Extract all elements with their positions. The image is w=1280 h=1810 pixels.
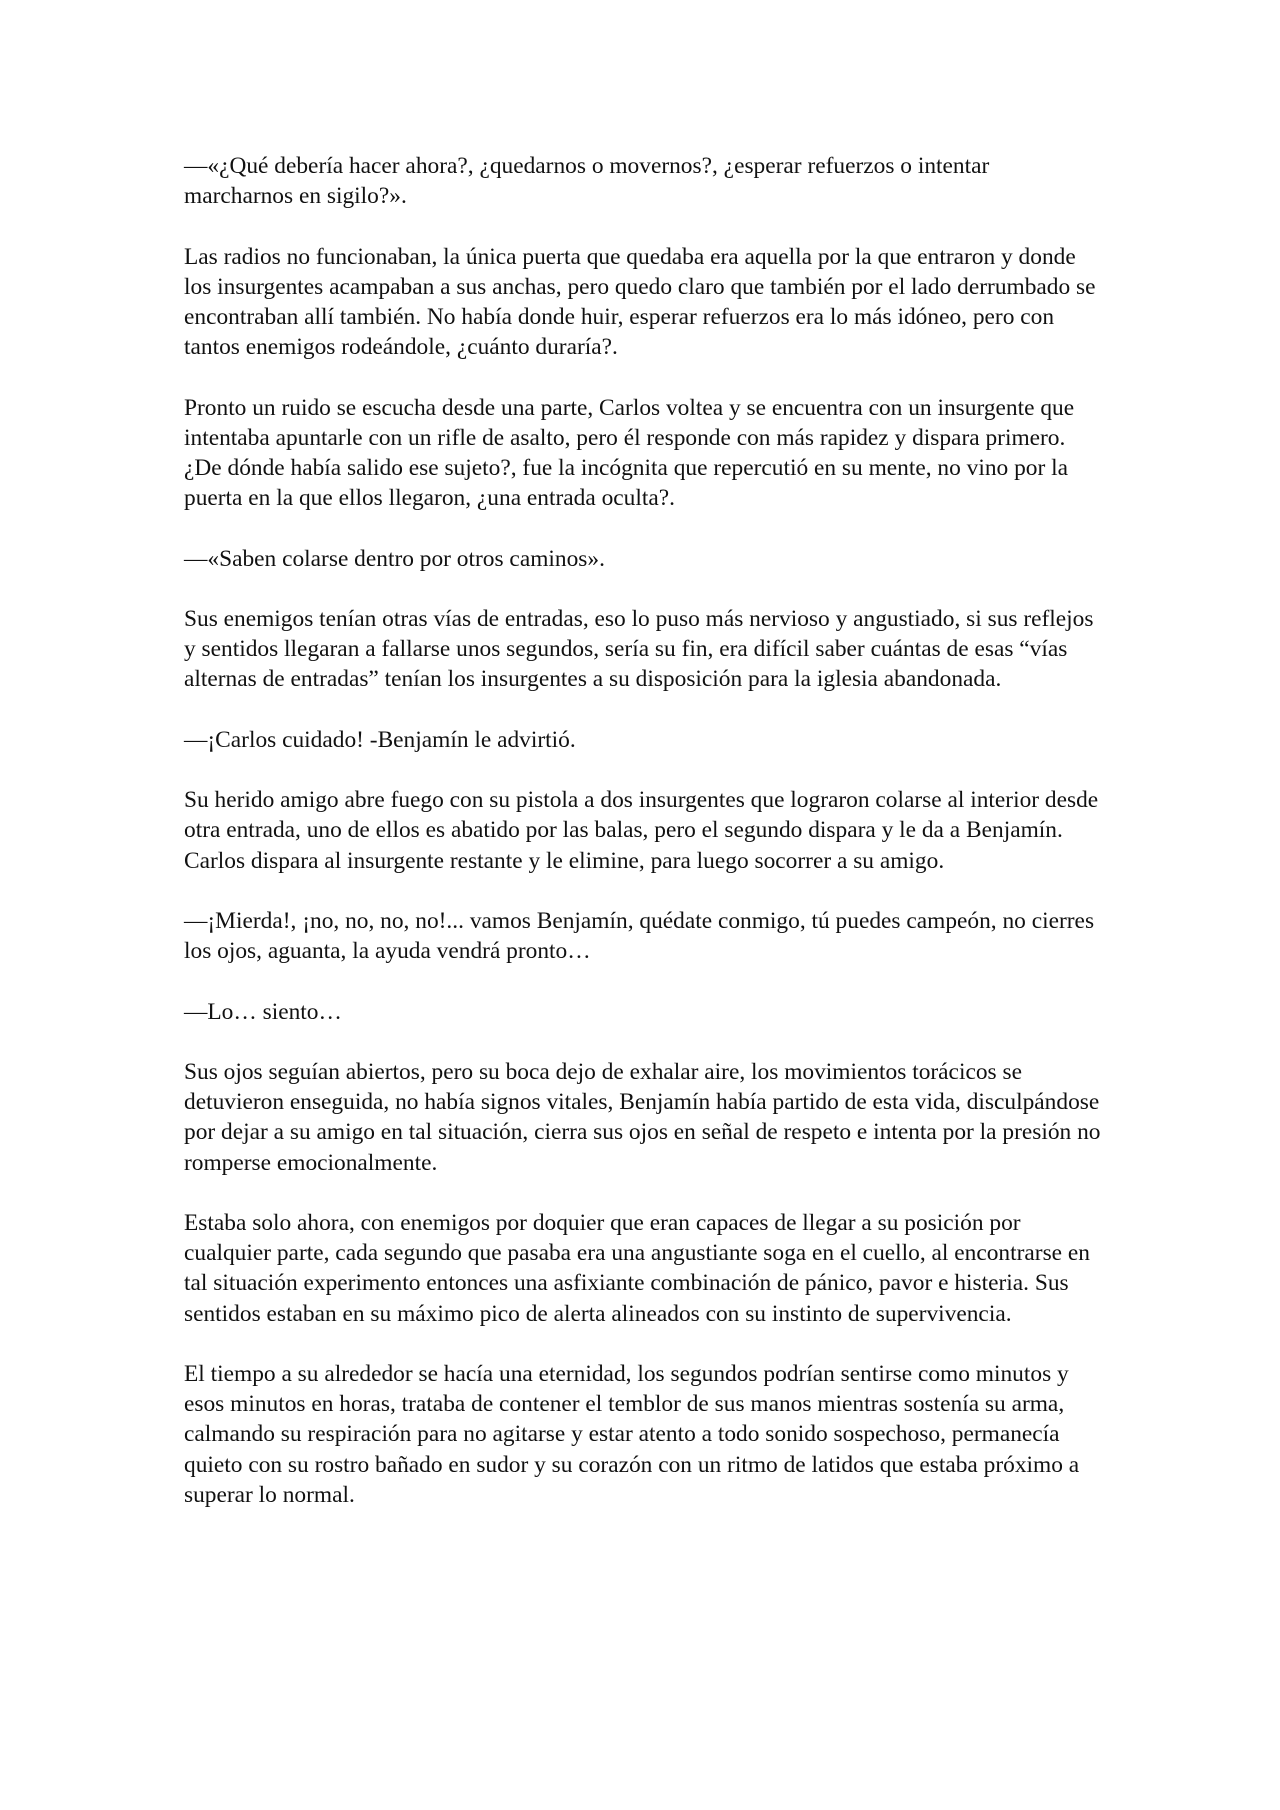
paragraph-1: —«¿Qué debería hacer ahora?, ¿quedarnos o movernos?, ¿esperar refuerzos o intentar marcharnos en sigilo?». xyxy=(184,153,990,210)
paragraph-10: Sus ojos seguían abiertos, pero su boca dejo de exhalar aire, los movimientos torácicos se detuvieron enseguida, no había signos vitales, Benjamín había partido de esta vida, disculpándose por dejar a su amigo en tal situación, cierra sus ojos en señal de respeto e intenta por la presión no romperse emocionalmente. xyxy=(184,1058,1101,1176)
document-page xyxy=(184,151,1104,1540)
paragraph-3: Pronto un ruido se escucha desde una parte, Carlos voltea y se encuentra con un insurgente que intentaba apuntarle con un rifle de asalto, pero él responde con más rapidez y dispara primero. ¿De dónde había salido ese sujeto?, fue la incógnita que repercutió en su mente, no vino por la puerta en la que ellos llegaron, ¿una entrada oculta?. xyxy=(184,394,1075,512)
paragraph-7: Su herido amigo abre fuego con su pistola a dos insurgentes que lograron colarse al interior desde otra entrada, uno de ellos es abatido por las balas, pero el segundo dispara y le da a Benjamín. Carlos dispara al insurgente restante y le elimine, para luego socorrer a su amigo. xyxy=(184,787,1099,874)
paragraph-8: —¡Mierda!, ¡no, no, no, no!... vamos Benjamín, quédate conmigo, tú puedes campeón, no cierres los ojos, aguanta, la ayuda vendrá pronto… xyxy=(184,907,1095,965)
paragraph-6: —¡Carlos cuidado! -Benjamín le advirtió. xyxy=(184,726,576,753)
paragraph-9: —Lo… siento… xyxy=(184,998,342,1025)
paragraph-11: Estaba solo ahora, con enemigos por doquier que eran capaces de llegar a su posición por cualquier parte, cada segundo que pasaba era una angustiante soga en el cuello, al encontrarse en tal situación experimento entonces una asfixiante combinación de pánico, pavor e histeria. Sus sentidos estaban en su máximo pico de alerta alineados con su instinto de supervivencia. xyxy=(184,1209,1090,1327)
paragraph-5: Sus enemigos tenían otras vías de entradas, eso lo puso más nervioso y angustiado, si sus reflejos y sentidos llegaran a fallarse unos segundos, sería su fin, era difícil saber cuántas de esas “vías alternas de entradas” tenían los insurgentes a su disposición para la iglesia abandonada. xyxy=(184,605,1094,693)
paragraph-12: El tiempo a su alrededor se hacía una eternidad, los segundos podrían sentirse como minutos y esos minutos en horas, trataba de contener el temblor de sus manos mientras sostenía su arma, calmando su respiración para no agitarse y estar atento a todo sonido sospechoso, permanecía quieto con su rostro bañado en sudor y su corazón con un ritmo de latidos que estaba próximo a superar lo normal. xyxy=(184,1360,1080,1508)
paragraph-2: Las radios no funcionaban, la única puerta que quedaba era aquella por la que entraron y donde los insurgentes acampaban a sus anchas, pero quedo claro que también por el lado derrumbado se encontraban allí también. No había donde huir, esperar refuerzos era lo más idóneo, pero con tantos enemigos rodeándole, ¿cuánto duraría?. xyxy=(184,243,1096,361)
paragraph-4: —«Saben colarse dentro por otros caminos». xyxy=(184,545,605,572)
